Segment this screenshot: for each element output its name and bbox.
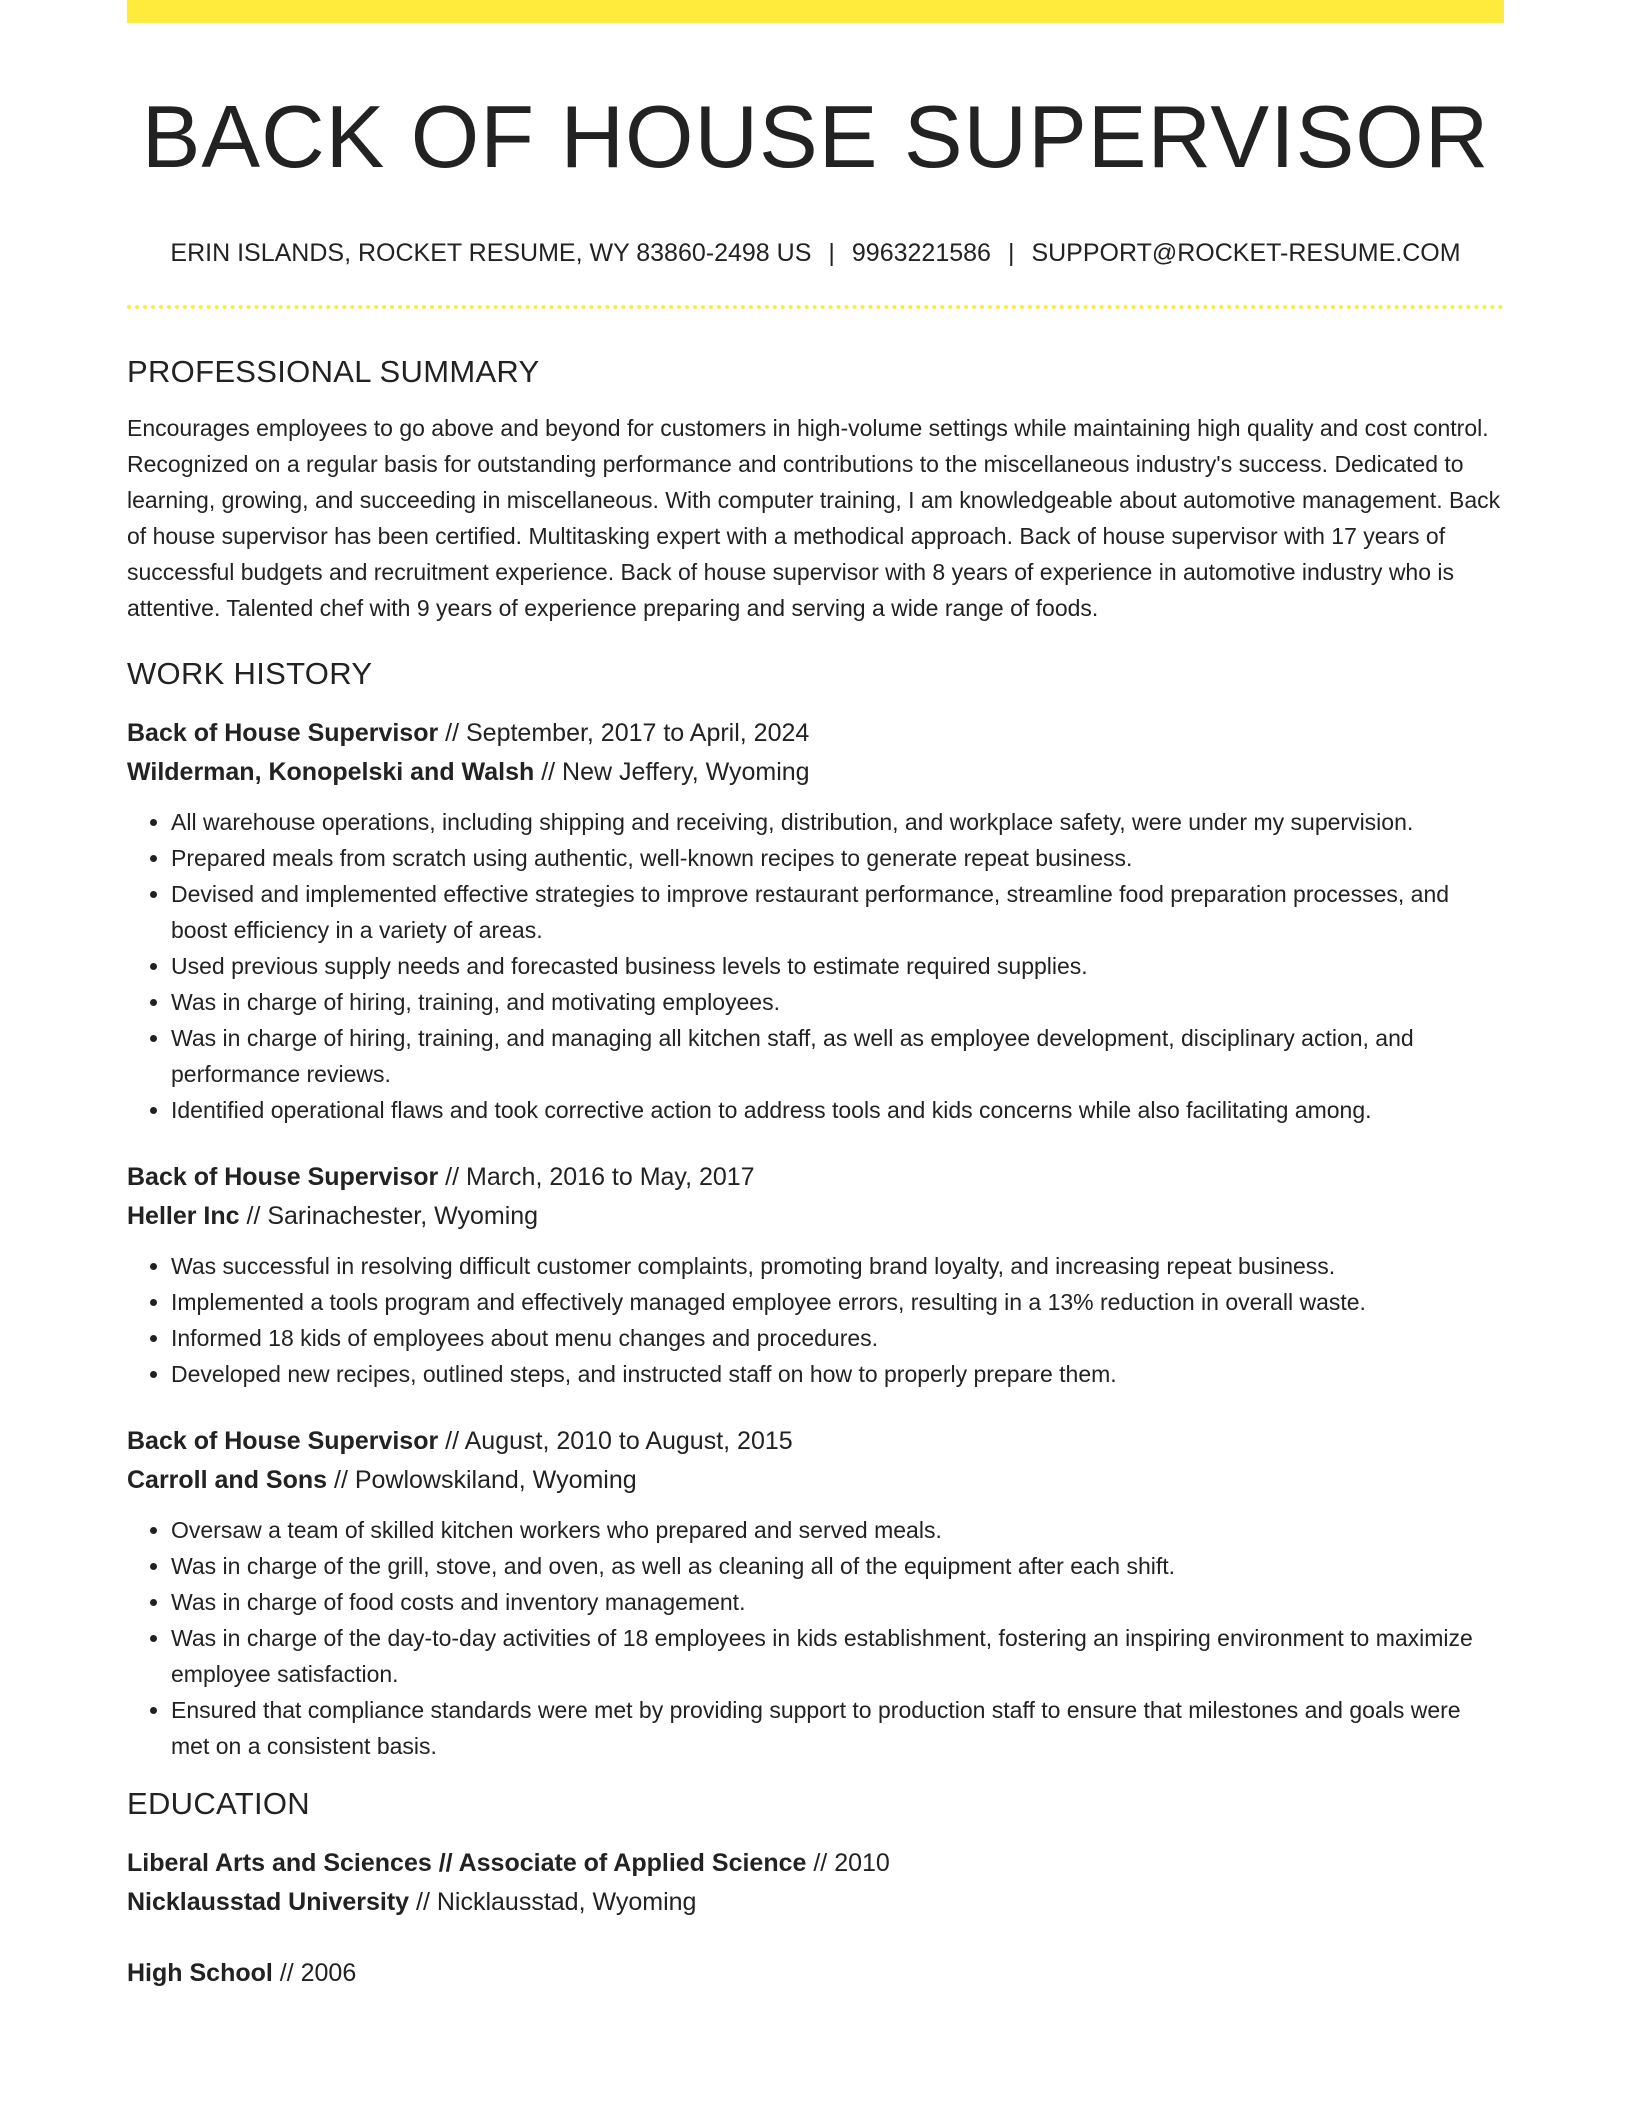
job-bullets	[127, 1248, 1504, 1392]
job-role: Back of House Supervisor	[127, 1426, 439, 1455]
education-school: Nicklausstad University	[127, 1887, 410, 1916]
education-school-line	[127, 1883, 1504, 1922]
job-bullet: • Was in charge of food costs and inventory management.	[171, 1584, 1504, 1620]
job-bullet: • Was in charge of the grill, stove, and oven, as well as cleaning all of the equipment after each shift.	[171, 1548, 1504, 1584]
job-entry	[127, 1422, 1504, 1764]
job-role: Back of House Supervisor	[127, 1162, 439, 1191]
contact-phone: 9963221586	[851, 238, 991, 267]
dotted-divider	[127, 305, 1504, 309]
job-location: // Powlowskiland, Wyoming	[327, 1465, 637, 1494]
job-bullet: • Identified operational flaws and took corrective action to address tools and kids concerns while also facilitating among.	[171, 1092, 1504, 1128]
section-title-work-history: WORK HISTORY	[127, 655, 373, 691]
job-bullets	[127, 804, 1504, 1128]
job-company: Wilderman, Konopelski and Walsh	[127, 757, 535, 786]
job-location: // New Jeffery, Wyoming	[534, 757, 810, 786]
job-bullet: • Used previous supply needs and forecasted business levels to estimate required supplies.	[171, 948, 1504, 984]
job-bullet: • Was in charge of hiring, training, and motivating employees.	[171, 984, 1504, 1020]
job-entry	[127, 1158, 1504, 1392]
education-location: // Nicklausstad, Wyoming	[409, 1887, 697, 1916]
contact-separator: |	[828, 238, 835, 267]
education-degree: Liberal Arts and Sciences // Associate of Applied Science	[127, 1848, 807, 1877]
education-entry	[127, 1844, 1504, 1922]
education-degree-line	[127, 1954, 1504, 1993]
job-role: Back of House Supervisor	[127, 718, 439, 747]
job-bullet: • Informed 18 kids of employees about menu changes and procedures.	[171, 1320, 1504, 1356]
job-bullet: • Was successful in resolving difficult customer complaints, promoting brand loyalty, and increasing repeat business.	[171, 1248, 1504, 1284]
education-entry	[127, 1954, 1504, 1993]
education-degree-line	[127, 1844, 1504, 1883]
resume-title: BACK OF HOUSE SUPERVISOR	[141, 87, 1490, 186]
education-year: // 2006	[272, 1958, 357, 1987]
job-company-line	[127, 1197, 1504, 1236]
job-company: Carroll and Sons	[127, 1465, 328, 1494]
contact-line	[127, 238, 1504, 268]
job-dates: // March, 2016 to May, 2017	[438, 1162, 755, 1191]
job-bullets	[127, 1512, 1504, 1764]
job-location: // Sarinachester, Wyoming	[239, 1201, 539, 1230]
education-degree: High School	[127, 1958, 273, 1987]
job-bullet: • Ensured that compliance standards were met by providing support to production staff to ensure that milestones and goals were met on a consistent basis.	[171, 1692, 1504, 1764]
job-role-line	[127, 1422, 1504, 1461]
job-bullet: • Developed new recipes, outlined steps, and instructed staff on how to properly prepare them.	[171, 1356, 1504, 1392]
summary-text: Encourages employees to go above and beyond for customers in high-volume settings while maintaining high quality and cost control. Recognized on a regular basis for outstanding performance and contributions to the miscellaneous industry's success. Dedicated to learning, growing, and succeeding in miscellaneous. With computer training, I am knowledgeable about automotive management. Back of house supervisor has been certified. Multitasking expert with a methodical approach. Back of house supervisor with 17 years of successful budgets and recruitment experience. Back of house supervisor with 8 years of experience in automotive industry who is attentive. Talented chef with 9 years of experience preparing and serving a wide range of foods.	[127, 414, 1501, 621]
job-role-line	[127, 714, 1504, 753]
job-bullet: • Was in charge of the day-to-day activities of 18 employees in kids establishment, fostering an inspiring environment to maximize employee satisfaction.	[171, 1620, 1504, 1692]
job-dates: // September, 2017 to April, 2024	[438, 718, 810, 747]
job-bullet: • Prepared meals from scratch using authentic, well-known recipes to generate repeat business.	[171, 840, 1504, 876]
job-company-line	[127, 1461, 1504, 1500]
resume-page	[127, 0, 1504, 1993]
job-bullet: • Implemented a tools program and effectively managed employee errors, resulting in a 13% reduction in overall waste.	[171, 1284, 1504, 1320]
job-dates: // August, 2010 to August, 2015	[438, 1426, 793, 1455]
section-title-summary: PROFESSIONAL SUMMARY	[127, 353, 540, 389]
job-bullet: • Devised and implemented effective strategies to improve restaurant performance, streamline food preparation processes, and boost efficiency in a variety of areas.	[171, 876, 1504, 948]
job-role-line	[127, 1158, 1504, 1197]
contact-address: ERIN ISLANDS, ROCKET RESUME, WY 83860-2498 US	[170, 238, 812, 267]
job-bullet: • Was in charge of hiring, training, and managing all kitchen staff, as well as employee development, disciplinary action, and performance reviews.	[171, 1020, 1504, 1092]
education-year: // 2010	[806, 1848, 890, 1877]
job-company-line	[127, 753, 1504, 792]
job-bullet: • All warehouse operations, including shipping and receiving, distribution, and workplace safety, were under my supervision.	[171, 804, 1504, 840]
contact-email: SUPPORT@ROCKET-RESUME.COM	[1031, 238, 1461, 267]
contact-separator: |	[1007, 238, 1015, 267]
job-bullet: • Oversaw a team of skilled kitchen workers who prepared and served meals.	[171, 1512, 1504, 1548]
section-title-education: EDUCATION	[127, 1785, 310, 1821]
job-company: Heller Inc	[127, 1201, 240, 1230]
accent-bar	[127, 0, 1504, 23]
job-entry	[127, 714, 1504, 1128]
